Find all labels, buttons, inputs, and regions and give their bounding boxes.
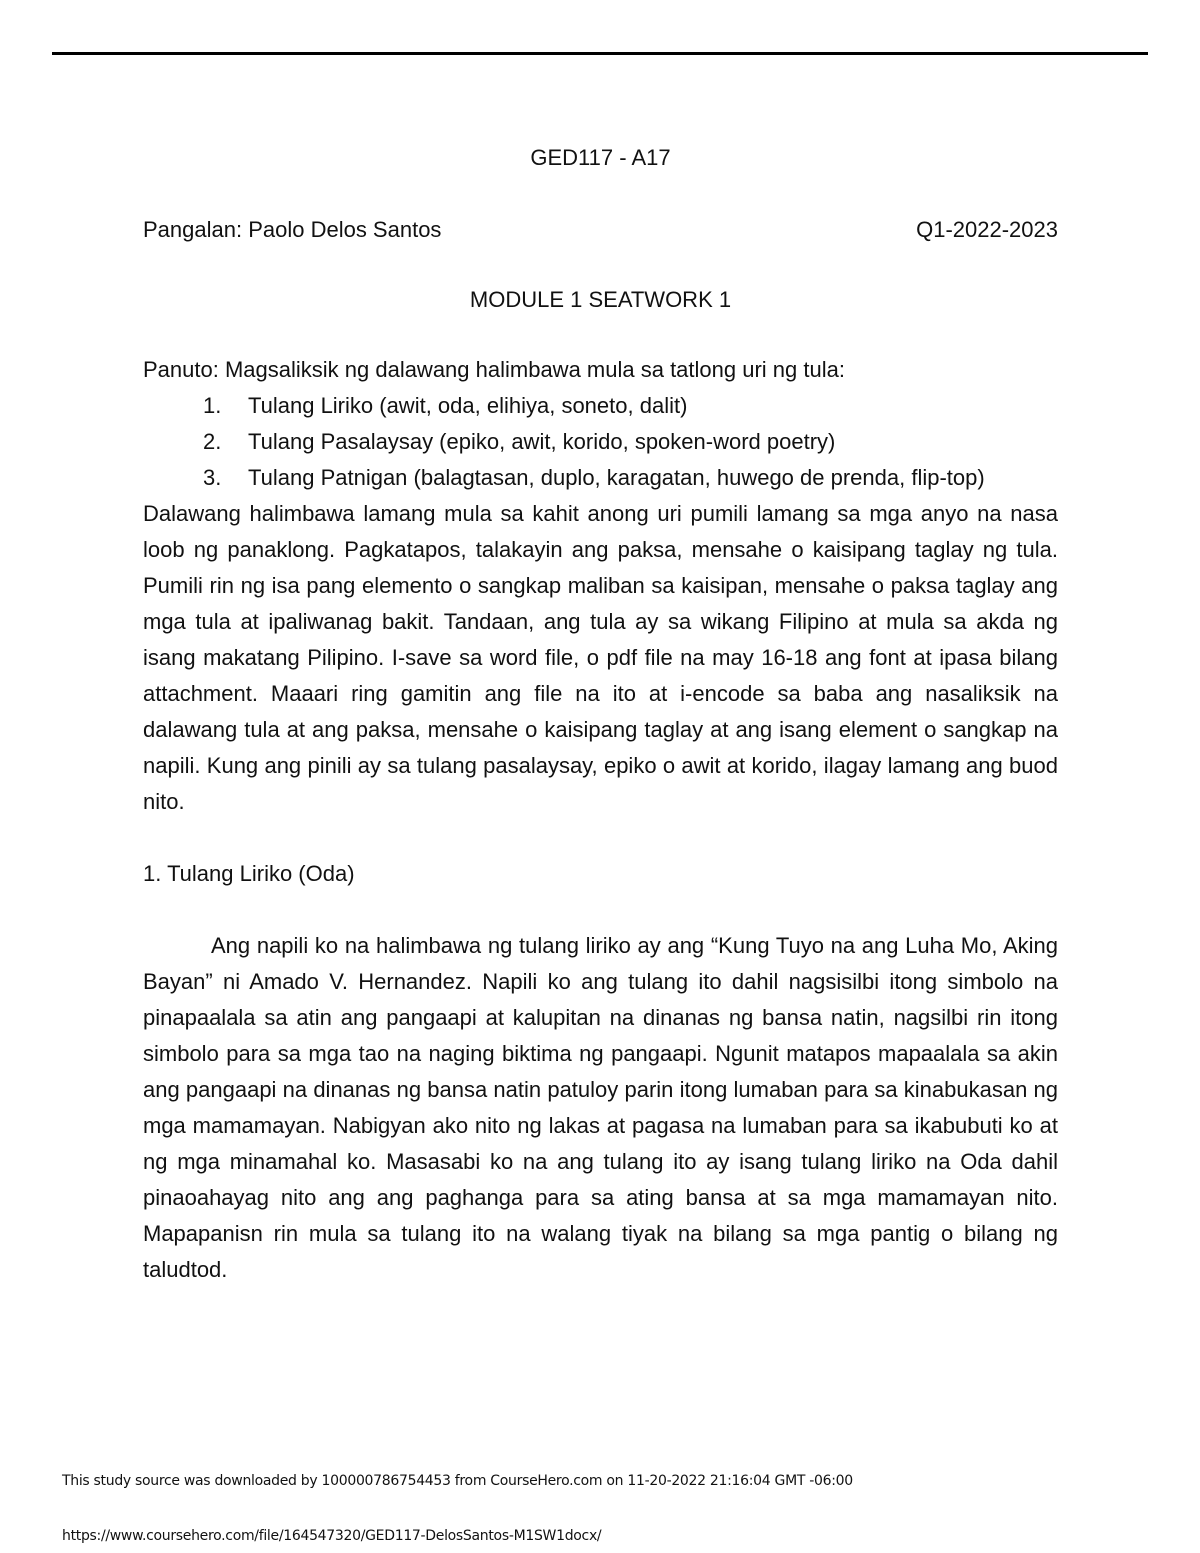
list-text: Tulang Patnigan (balagtasan, duplo, karagatan, huwego de prenda, flip-top) [248,465,985,490]
list-text: Tulang Liriko (awit, oda, elihiya, soneto, dalit) [248,393,688,418]
list-text: Tulang Pasalaysay (epiko, awit, korido, spoken-word poetry) [248,429,836,454]
list-number: 1. [203,393,222,418]
instructions-body: Dalawang halimbawa lamang mula sa kahit anong uri pumili lamang sa mga anyo na nasa loob ng panaklong. Pagkatapos, talakayin ang paksa, mensahe o kaisipang taglay ng tula. Pumili rin ng isa pang elemento o sangkap maliban sa kaisipan, mensahe o paksa taglay ang mga tula at ipaliwanag bakit. Tandaan, ang tula ay sa wikang Filipino at mula sa akda ng isang makatang Pilipino. I-save sa word file, o pdf file na may 16-18 ang font at ipasa bilang attachment. Maaari ring gamitin ang file na ito at i-encode sa baba ang nasaliksik na dalawang tula at ang paksa, mensahe o kaisipang taglay at ang isang element o sangkap na napili. Kung ang pinili ay sa tulang pasalaysay, epiko o awit at korido, ilagay lamang ang buod nito. [143,501,1058,814]
name-row [143,212,1058,248]
list-number: 2. [203,429,222,454]
list-item [143,424,1058,460]
download-source-note: This study source was downloaded by 100000786754453 from CourseHero.com on 11-20-2022 21:16:04 GMT -06:00 [62,1473,853,1489]
list-item [143,460,1058,496]
source-url: https://www.coursehero.com/file/164547320/GED117-DelosSantos-M1SW1docx/ [62,1528,602,1544]
term-label: Q1-2022-2023 [916,217,1058,242]
instructions-intro: Panuto: Magsaliksik ng dalawang halimbawa mula sa tatlong uri ng tula: [143,357,845,382]
list-number: 3. [203,465,222,490]
course-code: GED117 - A17 [530,145,671,170]
student-name: Pangalan: Paolo Delos Santos [143,217,442,242]
poem-type-list [143,388,1058,496]
instructions [143,352,1058,820]
list-item [143,388,1058,424]
top-divider [52,52,1148,55]
module-title: MODULE 1 SEATWORK 1 [469,287,732,312]
section-heading: 1. Tulang Liriko (Oda) [143,861,355,886]
essay-paragraph: Ang napili ko na halimbawa ng tulang liriko ay ang “Kung Tuyo na ang Luha Mo, Aking Bayan” ni Amado V. Hernandez. Napili ko ang tulang ito dahil nagsisilbi itong simbolo na pinapaalala sa atin ang pangaapi at kalupitan na dinanas ng bansa natin, nagsilbi rin itong simbolo para sa mga tao na naging biktima ng pangaapi. Ngunit matapos mapaalala sa akin ang pangaapi na dinanas ng bansa natin patuloy parin itong lumaban para sa kinabukasan ng mga mamamayan. Nabigyan ako nito ng lakas at pagasa na lumaban para sa ikabubuti ko at ng mga minamahal ko. Masasabi ko na ang tulang ito ay isang tulang liriko na Oda dahil pinaoahayag nito ang ang paghanga para sa ating bansa at sa mga mamamayan nito. Mapapanisn rin mula sa tulang ito na walang tiyak na bilang sa mga pantig o bilang ng taludtod. [143,933,1058,1282]
document-page [143,140,1058,1310]
